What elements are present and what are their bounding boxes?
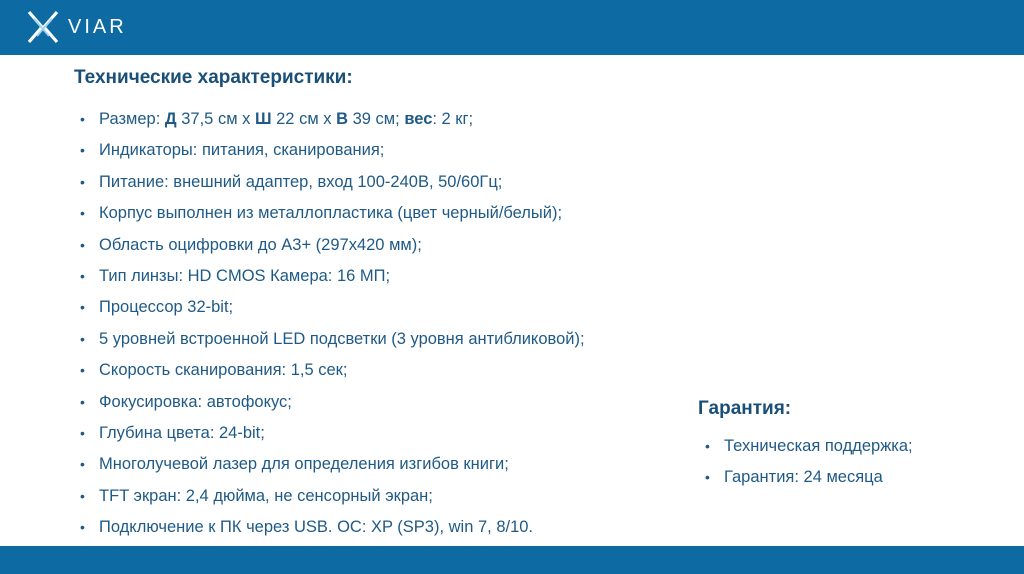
list-item: [80, 512, 585, 543]
bullet-icon: •: [80, 236, 85, 253]
weight-value: : 2 кг;: [432, 110, 474, 128]
list-item: [705, 462, 913, 493]
viar-logo[interactable]: [26, 10, 127, 44]
bullet-icon: •: [80, 456, 85, 473]
list-item-text: Корпус выполнен из металлопластика (цвет черный/белый);: [99, 204, 563, 223]
width-label: Ш: [254, 110, 272, 128]
bullet-icon: •: [80, 519, 85, 536]
bullet-icon: •: [80, 267, 85, 284]
list-item-text: Процессор 32-bit;: [99, 298, 234, 317]
list-item-text: Тип линзы: HD CMOS Камера: 16 МП;: [99, 266, 391, 285]
header-bar: [0, 0, 1024, 55]
footer-bar: [0, 546, 1024, 574]
list-item: [80, 198, 585, 229]
length-value: 37,5 см х: [176, 110, 255, 128]
list-item: [80, 449, 585, 480]
bullet-icon: •: [705, 469, 710, 485]
bullet-icon: •: [80, 111, 85, 127]
list-item-text: Многолучевой лазер для определения изгибов книги;: [99, 455, 509, 474]
list-item: [80, 104, 585, 135]
list-item-text: Фокусировка: автофокус;: [99, 392, 292, 411]
bullet-icon: •: [80, 173, 85, 190]
width-value: 22 см х: [271, 110, 337, 128]
list-item-text: Скорость сканирования: 1,5 сек;: [99, 361, 348, 380]
list-item: [80, 292, 585, 323]
warranty-title: Гарантия:: [698, 398, 792, 419]
bullet-icon: •: [80, 424, 85, 441]
list-item-text: Подключение к ПК через USB. ОС: XP (SP3), win 7, 8/10.: [99, 518, 534, 537]
list-item-text: Техническая поддержка;: [724, 437, 913, 455]
list-item: [80, 261, 585, 292]
bullet-icon: •: [80, 487, 85, 504]
bullet-icon: •: [80, 299, 85, 316]
list-item: [80, 355, 585, 386]
specs-list: [80, 104, 585, 543]
list-item-text: Глубина цвета: 24-bit;: [99, 423, 265, 442]
list-item: [80, 324, 585, 355]
specs-title: Технические характеристики:: [74, 67, 353, 88]
list-item: [705, 431, 913, 462]
viar-x-logo-icon: [26, 10, 60, 44]
list-item-text: 5 уровней встроенной LED подсветки (3 уровня антибликовой);: [99, 329, 585, 348]
length-label: Д: [164, 110, 177, 128]
size-prefix: Размер:: [99, 110, 165, 128]
list-item: [80, 418, 585, 449]
list-item-text: Область оцифровки до А3+ (297х420 мм);: [99, 235, 422, 254]
list-item: [80, 135, 585, 166]
bullet-icon: •: [80, 205, 85, 222]
list-item-text: Индикаторы: питания, сканирования;: [99, 141, 385, 160]
bullet-icon: •: [80, 330, 85, 347]
bullet-icon: •: [80, 362, 85, 379]
list-item: [80, 387, 585, 418]
bullet-icon: •: [705, 438, 710, 454]
list-item: [80, 230, 585, 261]
list-item-text: Гарантия: 24 месяца: [724, 468, 883, 486]
list-item: [80, 481, 585, 512]
logo-text: VIAR: [68, 15, 127, 38]
height-value: 39 см;: [348, 110, 405, 128]
warranty-list: [705, 431, 913, 493]
weight-label: вес: [404, 110, 433, 128]
list-item-text: Питание: внешний адаптер, вход 100-240В, 50/60Гц;: [99, 172, 503, 191]
height-label: В: [336, 110, 349, 128]
list-item-text: TFT экран: 2,4 дюйма, не сенсорный экран;: [99, 486, 433, 505]
list-item: [80, 167, 585, 198]
bullet-icon: •: [80, 142, 85, 159]
bullet-icon: •: [80, 393, 85, 410]
